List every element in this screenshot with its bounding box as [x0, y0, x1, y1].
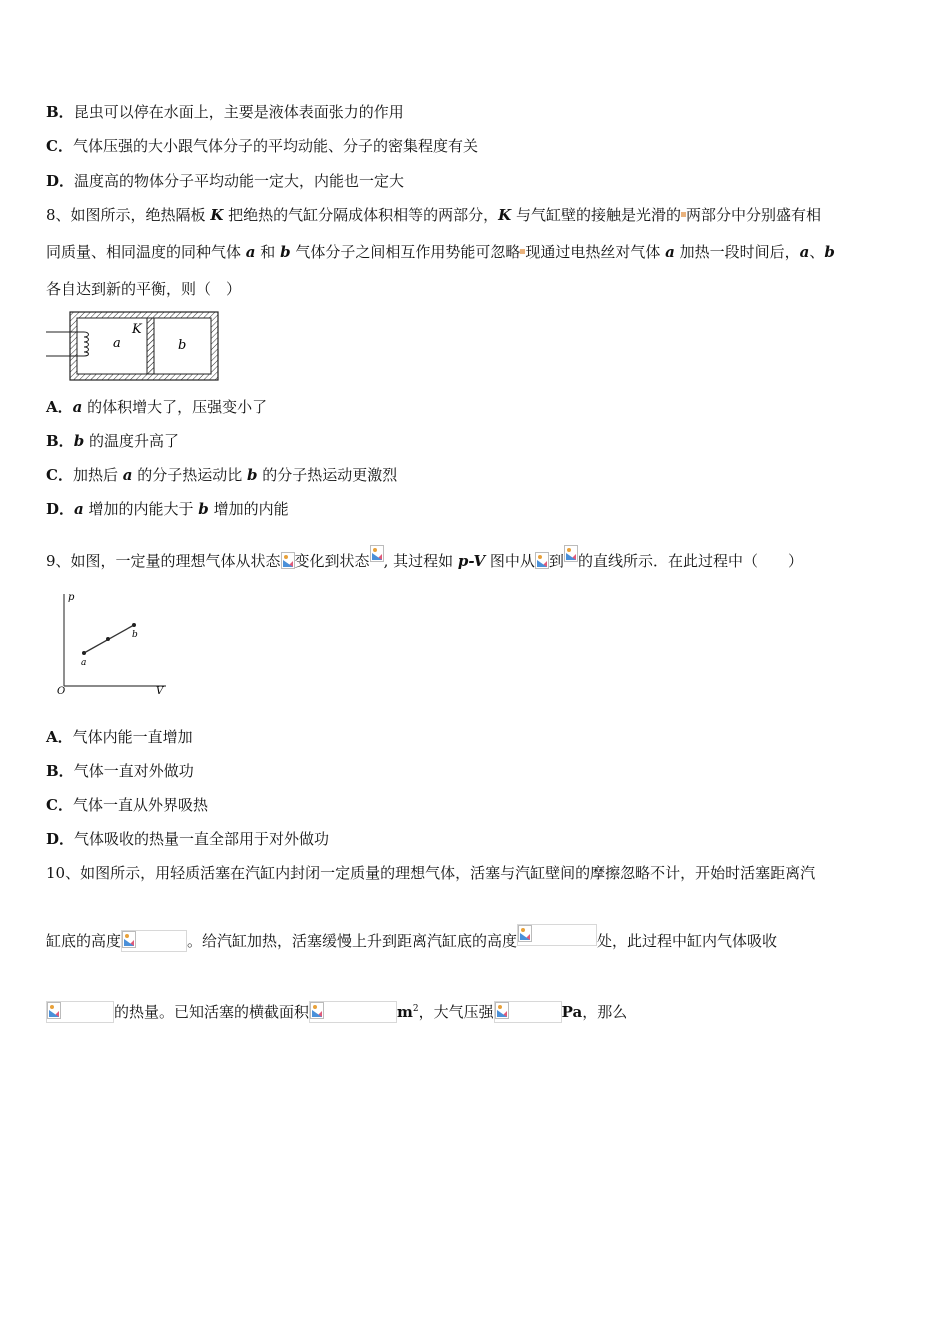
- formula-image-placeholder: [309, 1001, 397, 1023]
- origin-label: O: [57, 686, 66, 697]
- broken-image-icon: [518, 925, 532, 942]
- q10-line-1: 10、如图所示，用轻质活塞在汽缸内封闭一定质量的理想气体，活塞与汽缸壁间的摩擦忽略不计，开始时活塞距离汽: [46, 864, 816, 882]
- formula-image-placeholder: [517, 924, 597, 946]
- q8-line-2: 同质量、相同温度的同种气体 a 和 b 气体分子之间相互作用势能可忽略 现通过电热丝对气体 a 加热一段时间后，a、b: [46, 243, 835, 261]
- formula-image-placeholder: [46, 1001, 114, 1023]
- formula-image-placeholder: [121, 930, 187, 952]
- point-b-label: b: [132, 630, 138, 640]
- broken-image-icon: [47, 1002, 61, 1019]
- formula-image-placeholder: [494, 1001, 562, 1023]
- label-a: a: [113, 336, 121, 351]
- label-k: K: [132, 322, 142, 337]
- broken-image-icon: [495, 1002, 509, 1019]
- broken-image-icon: [564, 545, 578, 562]
- data-point: [106, 637, 110, 641]
- q9-option-d: D．气体吸收的热量一直全部用于对外做功: [46, 830, 330, 848]
- option-d: D．温度高的物体分子平均动能一定大，内能也一定大: [46, 172, 405, 190]
- q8-option-a: A．a 的体积增大了，压强变小了: [46, 398, 268, 416]
- q9-option-a: A．气体内能一直增加: [46, 728, 193, 746]
- label-b: b: [178, 338, 187, 353]
- data-point: [132, 623, 136, 627]
- broken-image-icon: [370, 545, 384, 562]
- q8-line-1: 8、如图所示，绝热隔板 K 把绝热的气缸分隔成体积相等的两部分，K 与气缸壁的接触是光滑的 两部分中分别盛有相: [46, 206, 821, 224]
- option-b: B．昆虫可以停在水面上，主要是液体表面张力的作用: [46, 103, 404, 121]
- q8-option-d: D．a 增加的内能大于 b 增加的内能: [46, 500, 289, 518]
- q8-option-c: C．加热后 a 的分子热运动比 b 的分子热运动更激烈: [46, 466, 398, 484]
- data-point: [82, 651, 86, 655]
- q9-stem: 9、如图，一定量的理想气体从状态 变化到状态 , 其过程如 p-V 图中从 到 的直线所示．在此过程中（ ）: [46, 545, 803, 572]
- axis-v-label: V: [156, 686, 164, 697]
- broken-image-icon: [122, 931, 136, 948]
- cylinder-figure: [46, 311, 222, 383]
- q10-line-3: 的热量。已知活塞的横截面积 $m^2$，大气压强 Pa，那么: [46, 998, 627, 1023]
- option-c: C．气体压强的大小跟气体分子的平均动能、分子的密集程度有关: [46, 137, 478, 155]
- q9-option-c: C．气体一直从外界吸热: [46, 796, 208, 814]
- q10-line-2: 缸底的高度 。给汽缸加热，活塞缓慢上升到距离汽缸底的高度 处，此过程中缸内气体吸收: [46, 924, 777, 952]
- q8-line-3: 各自达到新的平衡，则（ ）: [46, 280, 242, 298]
- point-a-label: a: [81, 658, 87, 668]
- q8-option-b: B．b 的温度升高了: [46, 432, 179, 450]
- q9-option-b: B．气体一直对外做功: [46, 762, 194, 780]
- broken-image-icon: [281, 552, 295, 569]
- pv-graph: [56, 588, 180, 698]
- broken-image-icon: [310, 1002, 324, 1019]
- broken-image-icon: [535, 552, 549, 569]
- axis-p-label: p: [68, 592, 75, 603]
